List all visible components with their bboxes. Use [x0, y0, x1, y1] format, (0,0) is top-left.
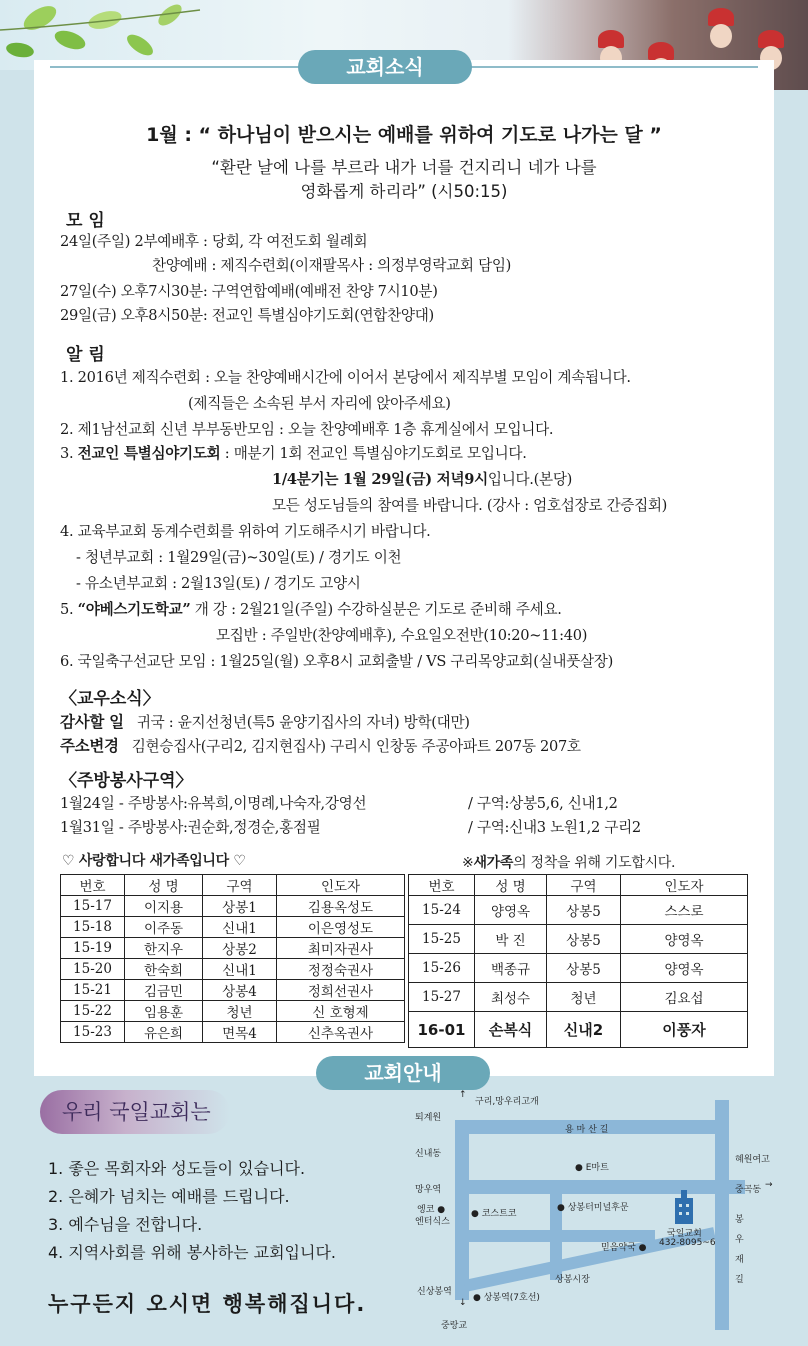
- cell-number: 15-23: [61, 1022, 125, 1043]
- new-family-title: ♡ 사랑합니다 새가족입니다 ♡: [62, 853, 246, 869]
- address-row: [60, 734, 581, 756]
- cell-number: 15-24: [409, 896, 475, 925]
- location-map: [405, 1090, 780, 1340]
- cell-guide: 양영옥: [621, 954, 748, 983]
- map-label: 구리,망우리고개: [475, 1097, 539, 1107]
- cell-district: 신내1: [203, 959, 277, 980]
- cell-name: 한숙희: [125, 959, 203, 980]
- meeting-line: 27일(수) 오후7시30분: 구역연합예배(예배전 찬양 7시10분): [60, 283, 438, 300]
- cell-guide: 정희선권사: [277, 980, 405, 1001]
- map-label: 국일교회: [667, 1229, 702, 1239]
- notice-line: 1. 2016년 제직수련회 : 오늘 찬양예배시간에 이어서 본당에서 제직부별 모임이 계속됩니다.: [60, 369, 631, 386]
- cell-number: 15-20: [61, 959, 125, 980]
- col-number: 번호: [409, 875, 475, 896]
- map-label: 엔터식스: [415, 1217, 450, 1227]
- cell-name: 유은희: [125, 1022, 203, 1043]
- cell-district: 상봉1: [203, 896, 277, 917]
- cell-district: 신내1: [203, 917, 277, 938]
- address-text: 김현승집사(구리2, 김지현집사) 구리시 인창동 주공아파트 207동 207호: [131, 738, 581, 755]
- map-label: 퇴계원: [415, 1113, 442, 1123]
- cell-number: 15-26: [409, 954, 475, 983]
- table-row: [61, 896, 405, 917]
- table-row: [409, 983, 748, 1012]
- welcome-badge: 우리 국일교회는: [40, 1090, 230, 1134]
- cell-name: 한지우: [125, 938, 203, 959]
- cell-number: 15-21: [61, 980, 125, 1001]
- note-mark: ※: [462, 855, 474, 871]
- cell-guide: 이은영성도: [277, 917, 405, 938]
- church-point: 3. 예수님을 전합니다.: [48, 1215, 203, 1234]
- cell-guide: 김요섭: [621, 983, 748, 1012]
- kitchen-row-right: / 구역:신내3 노원1,2 구리2: [468, 819, 641, 836]
- monthly-theme: 1월 : “ 하나님이 받으시는 예배를 위하여 기도로 나가는 달 ”: [146, 124, 662, 146]
- section-title-church-info: 교회안내: [316, 1056, 490, 1090]
- notice-line: 모든 성도님들의 참여를 바랍니다. (강사 : 엄호섭장로 간증집회): [272, 497, 668, 514]
- notice-bold-title: “야베스기도학교”: [77, 601, 191, 618]
- cell-name: 이지용: [125, 896, 203, 917]
- map-label: ● 상봉역(7호선): [473, 1293, 540, 1303]
- map-label: ● 상봉터미널후문: [557, 1203, 629, 1213]
- map-label: 혜원여고: [735, 1155, 770, 1165]
- notice-line-5: [60, 598, 562, 619]
- cell-name: 양영옥: [475, 896, 547, 925]
- notices-title: 알 림: [66, 345, 105, 365]
- table-row-highlight: [409, 1012, 748, 1048]
- map-label: 신상봉역: [417, 1287, 452, 1297]
- church-point: 4. 지역사회를 위해 봉사하는 교회입니다.: [48, 1243, 336, 1262]
- map-label: 믿음약국 ●: [601, 1243, 647, 1253]
- map-label: 용 마 산 길: [565, 1125, 609, 1135]
- map-label: 432-8095~6: [659, 1238, 716, 1248]
- meeting-line: 24일(주일) 2부예배후 : 당회, 각 여전도회 월례회: [60, 233, 368, 250]
- thanks-label: 감사할 일: [60, 713, 124, 731]
- cell-guide: 최미자권사: [277, 938, 405, 959]
- notice-number: 3.: [60, 445, 78, 462]
- kitchen-row-left: 1월31일 - 주방봉사:권순화,정경순,홍점필: [60, 819, 321, 836]
- map-label: 망우역: [415, 1185, 442, 1195]
- church-building-icon: [673, 1190, 695, 1224]
- road-bonguje: [715, 1100, 729, 1330]
- meeting-line: 찬양예배 : 제직수련회(이재팔목사 : 의정부영락교회 담임): [152, 257, 512, 274]
- map-label: 엥코 ●: [417, 1205, 446, 1215]
- kitchen-row-left: 1월24일 - 주방봉사:유복희,이명례,나숙자,강영선: [60, 795, 367, 812]
- cell-number: 15-17: [61, 896, 125, 917]
- notice-number: 5.: [60, 601, 78, 618]
- new-family-table-right: [408, 874, 748, 1048]
- members-news-title: 〈교우소식〉: [60, 689, 160, 709]
- cell-name: 손복식: [475, 1012, 547, 1048]
- cell-guide: 신 호형제: [277, 1001, 405, 1022]
- new-family-note: [462, 852, 675, 872]
- cell-number: 15-18: [61, 917, 125, 938]
- map-label: ● E마트: [575, 1163, 609, 1173]
- verse-line-2: 영화롭게 하리라” (시50:15): [300, 182, 508, 201]
- notice-line: (제직들은 소속된 부서 자리에 앉아주세요): [188, 395, 451, 412]
- arrow-down-icon: ↓: [459, 1298, 467, 1308]
- welcome-tagline: 누구든지 오시면 행복해집니다.: [48, 1292, 367, 1316]
- section-title-church-news: 교회소식: [298, 50, 472, 84]
- church-point: 1. 좋은 목회자와 성도들이 있습니다.: [48, 1159, 306, 1178]
- cell-number: 15-19: [61, 938, 125, 959]
- notice-line: 2. 제1남선교회 신년 부부동반모임 : 오늘 찬양예배후 1층 휴게실에서 모입니다.: [60, 421, 554, 438]
- notice-line: - 유소년부교회 : 2월13일(토) / 경기도 고양시: [76, 575, 361, 592]
- notice-line: [272, 468, 572, 489]
- map-label: ● 코스트코: [471, 1209, 517, 1219]
- cell-number: 15-22: [61, 1001, 125, 1022]
- col-name: 성 명: [475, 875, 547, 896]
- cell-number: 16-01: [409, 1012, 475, 1048]
- cell-number: 15-25: [409, 925, 475, 954]
- map-label: 봉 우 재 길: [735, 1215, 744, 1285]
- church-point: 2. 은혜가 넘치는 예배를 드립니다.: [48, 1187, 290, 1206]
- cell-guide: 스스로: [621, 896, 748, 925]
- cell-district: 상봉5: [547, 925, 621, 954]
- map-label: 중랑교: [441, 1321, 468, 1331]
- table-row: [61, 917, 405, 938]
- note-bold: 새가족: [473, 855, 514, 871]
- table-row: [61, 1022, 405, 1043]
- arrow-right-icon: →: [765, 1180, 773, 1190]
- notice-text: 개 강 : 2월21일(주일) 수강하실분은 기도로 준비해 주세요.: [190, 601, 562, 618]
- table-row: [409, 954, 748, 983]
- cell-guide: 이풍자: [621, 1012, 748, 1048]
- cell-district: 면목4: [203, 1022, 277, 1043]
- table-row: [61, 980, 405, 1001]
- cell-name: 백종규: [475, 954, 547, 983]
- col-name: 성 명: [125, 875, 203, 896]
- cell-guide: 정정숙권사: [277, 959, 405, 980]
- notice-text: : 매분기 1회 전교인 특별심야기도회로 모입니다.: [220, 445, 527, 462]
- cell-district: 청년: [547, 983, 621, 1012]
- thanks-text: 귀국 : 윤지선청년(특5 윤양기집사의 자녀) 방학(대만): [136, 714, 470, 731]
- cell-district: 상봉5: [547, 896, 621, 925]
- notice-text: 입니다.(본당): [487, 471, 573, 488]
- arrow-up-icon: ↑: [459, 1090, 467, 1100]
- cell-name: 박 진: [475, 925, 547, 954]
- cell-guide: 신추옥권사: [277, 1022, 405, 1043]
- meetings-title: 모 임: [66, 211, 105, 231]
- kitchen-row-right: / 구역:상봉5,6, 신내1,2: [468, 795, 618, 812]
- col-number: 번호: [61, 875, 125, 896]
- thanks-row: [60, 710, 470, 732]
- cell-district: 상봉2: [203, 938, 277, 959]
- notice-line: 4. 교육부교회 동계수련회를 위하여 기도해주시기 바랍니다.: [60, 523, 431, 540]
- notice-line: 6. 국일축구선교단 모임 : 1월25일(월) 오후8시 교회출발 / VS 구리목양교회(실내풋살장): [60, 653, 613, 670]
- table-row: [409, 925, 748, 954]
- table-row: [61, 959, 405, 980]
- cell-name: 임용훈: [125, 1001, 203, 1022]
- cell-number: 15-27: [409, 983, 475, 1012]
- note-text: 의 정착을 위해 기도합시다.: [513, 855, 676, 871]
- cell-name: 최성수: [475, 983, 547, 1012]
- table-row: [409, 896, 748, 925]
- cell-name: 김금민: [125, 980, 203, 1001]
- cell-guide: 양영옥: [621, 925, 748, 954]
- table-header-row: [61, 875, 405, 896]
- cell-district: 청년: [203, 1001, 277, 1022]
- road-horizontal: [455, 1180, 745, 1194]
- cell-name: 이주동: [125, 917, 203, 938]
- cell-guide: 김용옥성도: [277, 896, 405, 917]
- notice-bold-title: 전교인 특별심야기도회: [77, 445, 221, 462]
- col-district: 구역: [547, 875, 621, 896]
- table-row: [61, 938, 405, 959]
- map-label: 중곡동: [735, 1185, 762, 1195]
- notice-bold-date: 1/4분기는 1월 29일(금) 저녁9시: [272, 471, 488, 488]
- col-district: 구역: [203, 875, 277, 896]
- new-family-table-left: [60, 874, 405, 1043]
- notice-line-3: [60, 442, 527, 463]
- col-guide: 인도자: [621, 875, 748, 896]
- map-label: 상봉시장: [555, 1275, 590, 1285]
- table-header-row: [409, 875, 748, 896]
- map-label: 신내동: [415, 1149, 442, 1159]
- meeting-line: 29일(금) 오후8시50분: 전교인 특별심야기도회(연합찬양대): [60, 307, 434, 324]
- cell-district: 상봉5: [547, 954, 621, 983]
- cell-district: 신내2: [547, 1012, 621, 1048]
- notice-line: 모집반 : 주일반(찬양예배후), 수요일오전반(10:20~11:40): [216, 627, 588, 644]
- notice-line: - 청년부교회 : 1월29일(금)~30일(토) / 경기도 이천: [76, 549, 402, 566]
- road-left: [455, 1120, 469, 1300]
- table-row: [61, 1001, 405, 1022]
- cell-district: 상봉4: [203, 980, 277, 1001]
- col-guide: 인도자: [277, 875, 405, 896]
- address-label: 주소변경: [60, 737, 119, 755]
- verse-line-1: “환란 날에 나를 부르라 내가 너를 건지리니 네가 나를: [211, 158, 597, 177]
- kitchen-title: 〈주방봉사구역〉: [60, 771, 193, 791]
